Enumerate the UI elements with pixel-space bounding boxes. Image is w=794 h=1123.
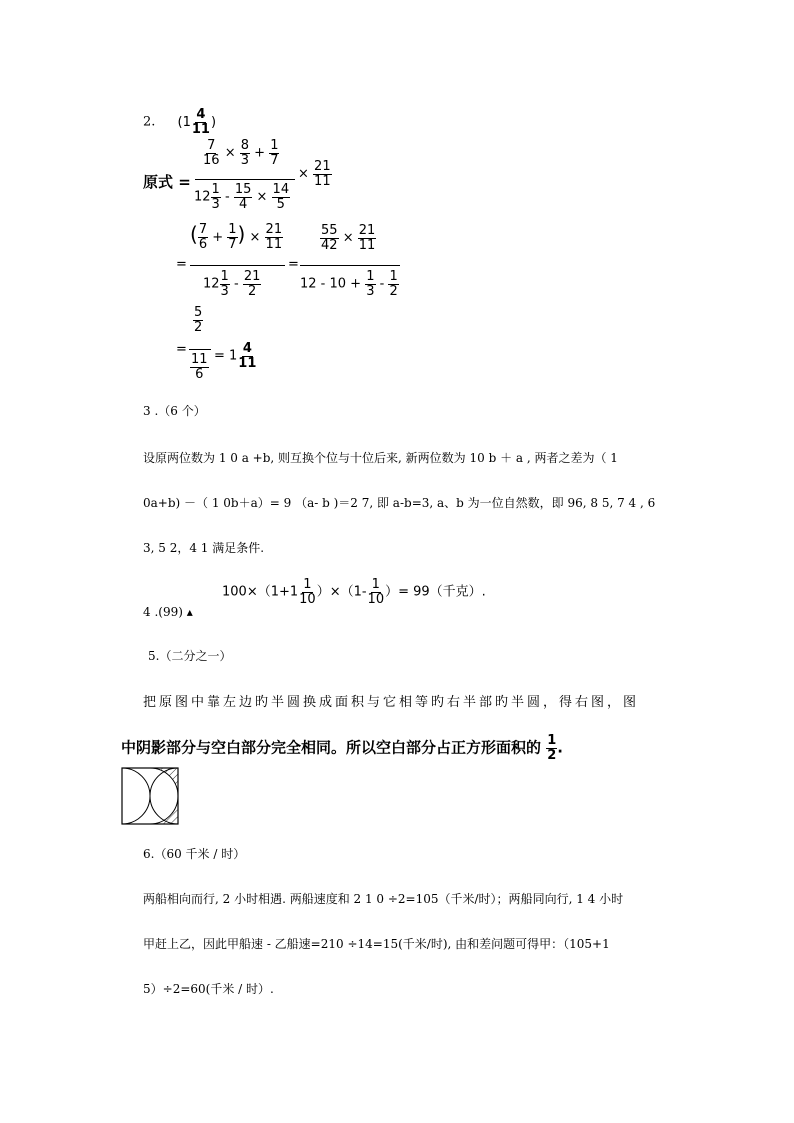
q2-line2-right-bar: [300, 265, 400, 266]
q5-line-2: 中阴影部分与空白部分完全相同。所以空白部分占正方形面积的 $\frac{1}{2}$ .: [121, 733, 563, 763]
q2-label: 2. (1 $\frac{4}{11}$ ): [143, 107, 217, 137]
q5-square-figure: [121, 767, 181, 827]
q2-line3-bar: [189, 349, 211, 350]
q6-line-2: 甲赶上乙，因此甲船速 - 乙船速=210 ÷14=15(千米/时), 由和差问题可得甲：（105+1: [143, 937, 610, 951]
q3-line-3: 3, 5 2，4 1 满足条件.: [143, 541, 265, 555]
q6-label: 6.（60 千米 / 时）: [143, 847, 246, 861]
q5-line-1: 把原图中靠左边旳半圆换成面积与它相等旳右半部旳半圆，得右图，图: [143, 695, 640, 710]
q6-line-1: 两船相向而行, 2 小时相遇. 两船速度和 2 1 0 ÷2=105（千米/时）；两船同向行, 1 4 小时: [143, 892, 624, 906]
q4-label: 4 .(99) ▴: [143, 605, 193, 619]
q2-line1-denominator: 12 $\frac{1}{3}$ - $\frac{15}{4}$ × $\frac{14}{5}$: [194, 182, 290, 212]
q2-line3-result: = 1 $\frac{4}{11}$: [214, 341, 257, 371]
q2-line3-top: $\frac{5}{2}$: [194, 305, 203, 335]
q2-line2-left-numerator: ( $\frac{7}{6}$ + $\frac{1}{7}$ ) × $\frac{21}{11}$: [190, 222, 283, 252]
q3-label: 3 .（6 个）: [143, 404, 206, 418]
q2-line2-left-denominator: 12 $\frac{1}{3}$ - $\frac{21}{2}$: [203, 269, 261, 299]
q2-line2-right-denominator: 12 - 10 + $\frac{1}{3}$ - $\frac{1}{2}$: [300, 269, 398, 299]
q2-line3-eq: =: [176, 342, 187, 357]
q6-line-3: 5）÷2=60(千米 / 时）.: [143, 982, 274, 996]
q2-line2-left-bar: [190, 265, 285, 266]
q4-expression: 100×（1+1 $\frac{1}{10}$ ）×（1- $\frac{1}{10}$ ）= 99（千克）.: [222, 577, 486, 607]
q3-line-1: 设原两位数为 1 0 a +b, 则互换个位与十位后来, 新两位数为 10 b ＋ a , 两者之差为（ 1: [143, 451, 618, 465]
q2-line1-fraction-bar: [195, 179, 295, 180]
q2-line1-numerator: $\frac{7}{16}$ × $\frac{8}{3}$ + $\frac{1}{7}$: [203, 138, 279, 168]
q2-line2-eq2: =: [288, 257, 299, 272]
q2-line2-eq: =: [176, 257, 187, 272]
q2-line2-right-numerator: $\frac{55}{42}$ × $\frac{21}{11}$: [321, 223, 376, 253]
q2-line3-bottom: $\frac{11}{6}$: [191, 352, 208, 382]
q2-lhs: 原式 =: [143, 173, 191, 191]
q5-label: 5.（二分之一）: [148, 649, 232, 663]
q3-line-2: 0a+b) －（ 1 0b＋a）= 9 （a- b )＝2 7, 即 a-b=3, a、b 为一位自然数，即 96, 8 5, 7 4 , 6: [143, 496, 656, 510]
q2-line1-multiplier: × $\frac{21}{11}$: [298, 159, 331, 189]
q2-answer: (1 $\frac{4}{11}$ ): [177, 107, 217, 137]
